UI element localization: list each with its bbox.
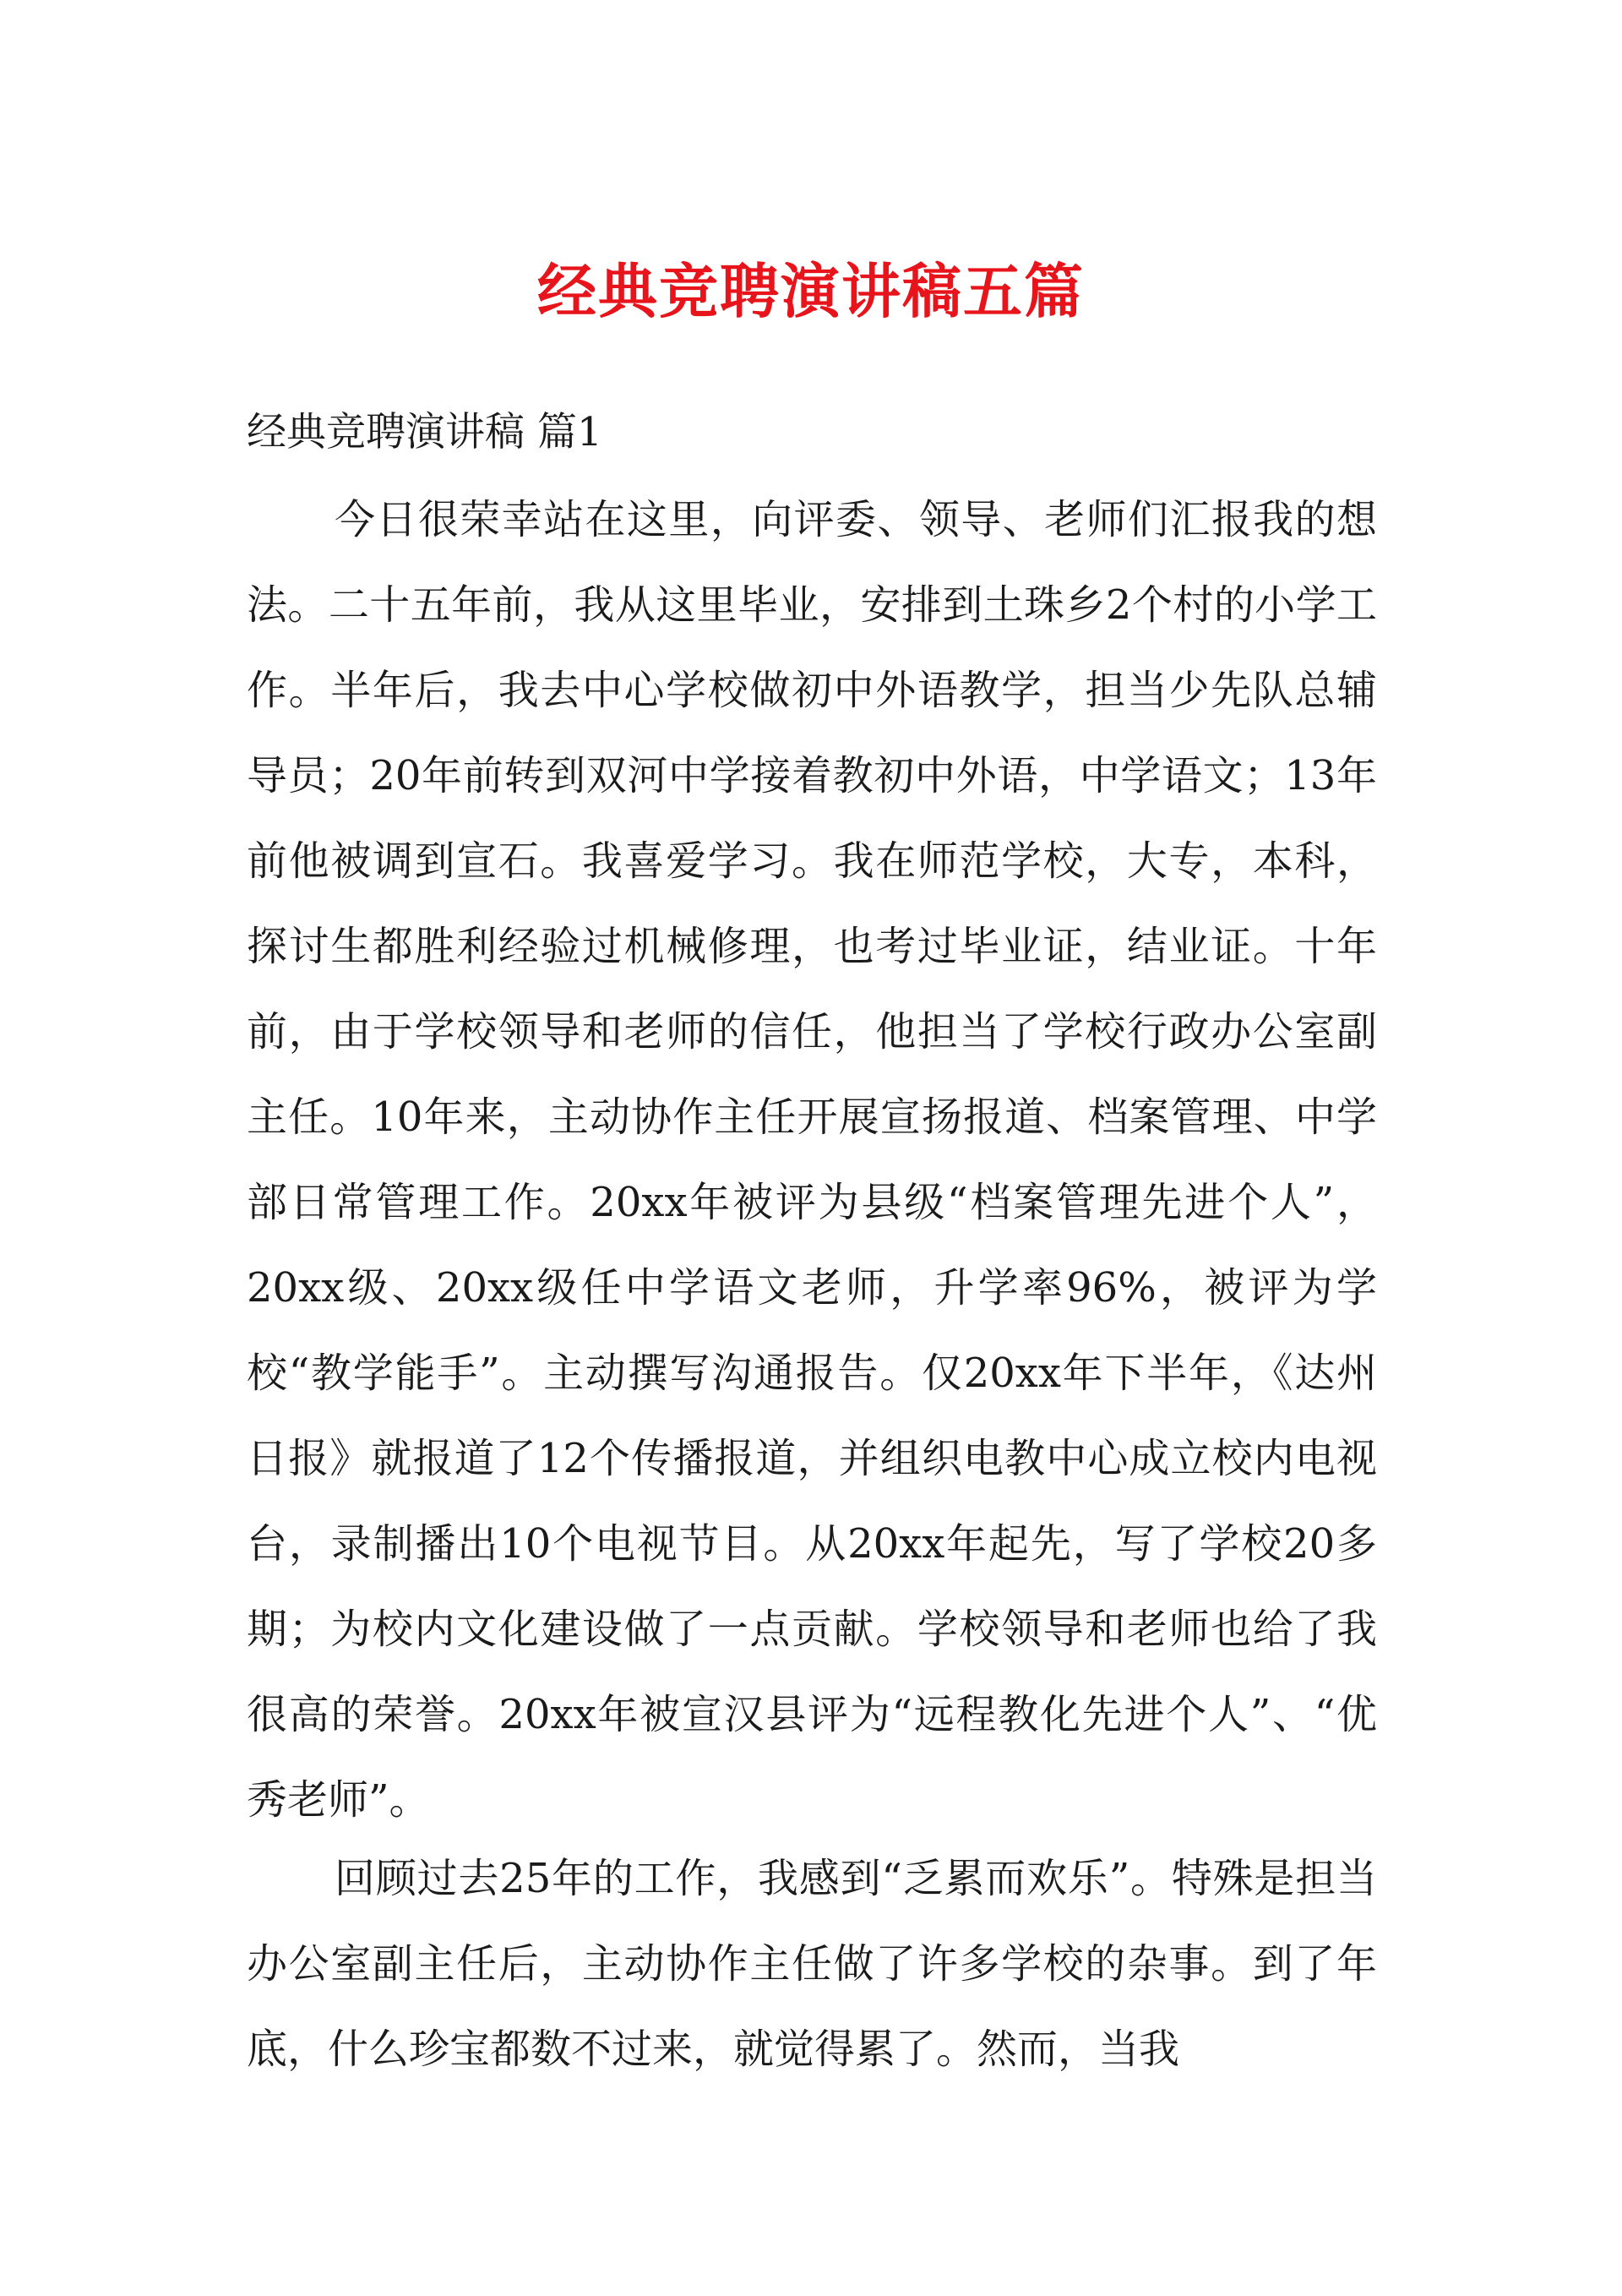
document-title: 经典竞聘演讲稿五篇	[537, 256, 1085, 326]
body-paragraph: 今日很荣幸站在这里，向评委、领导、老师们汇报我的想法。二十五年前，我从这里毕业，安排到土珠乡2个村的小学工作。半年后，我去中心学校做初中外语教学，担当少先队总辅导员；20年前转到双河中学接着教初中外语，中学语文；13年前他被调到宣石。我喜爱学习。我在师范学校，大专，本科，探讨生都胜利经验过机械修理，也考过毕业证，结业证。十年前，由于学校领导和老师的信任，他担当了学校行政办公室副主任。10年来，主动协作主任开展宣扬报道、档案管理、中学部日常管理工作。20xx年被评为县级“档案管理先进个人”，20xx级、20xx级任中学语文老师，升学率96%，被评为学校“教学能手”。主动撰写沟通报告。仅20xx年下半年，《达州日报》就报道了12个传播报道，并组织电教中心成立校内电视台，录制播出10个电视节目。从20xx年起先，写了学校20多期；为校内文化建设做了一点贡献。学校领导和老师也给了我很高的荣誉。20xx年被宣汉县评为“远程教化先进个人”、“优秀老师”。	[247, 496, 1377, 1824]
body-paragraph: 回顾过去25年的工作，我感到“乏累而欢乐”。特殊是担当办公室副主任后，主动协作主任做了许多学校的杂事。到了年底，什么珍宝都数不过来，就觉得累了。然而，当我	[247, 1855, 1377, 2073]
section-heading: 经典竞聘演讲稿 篇1	[247, 409, 602, 455]
